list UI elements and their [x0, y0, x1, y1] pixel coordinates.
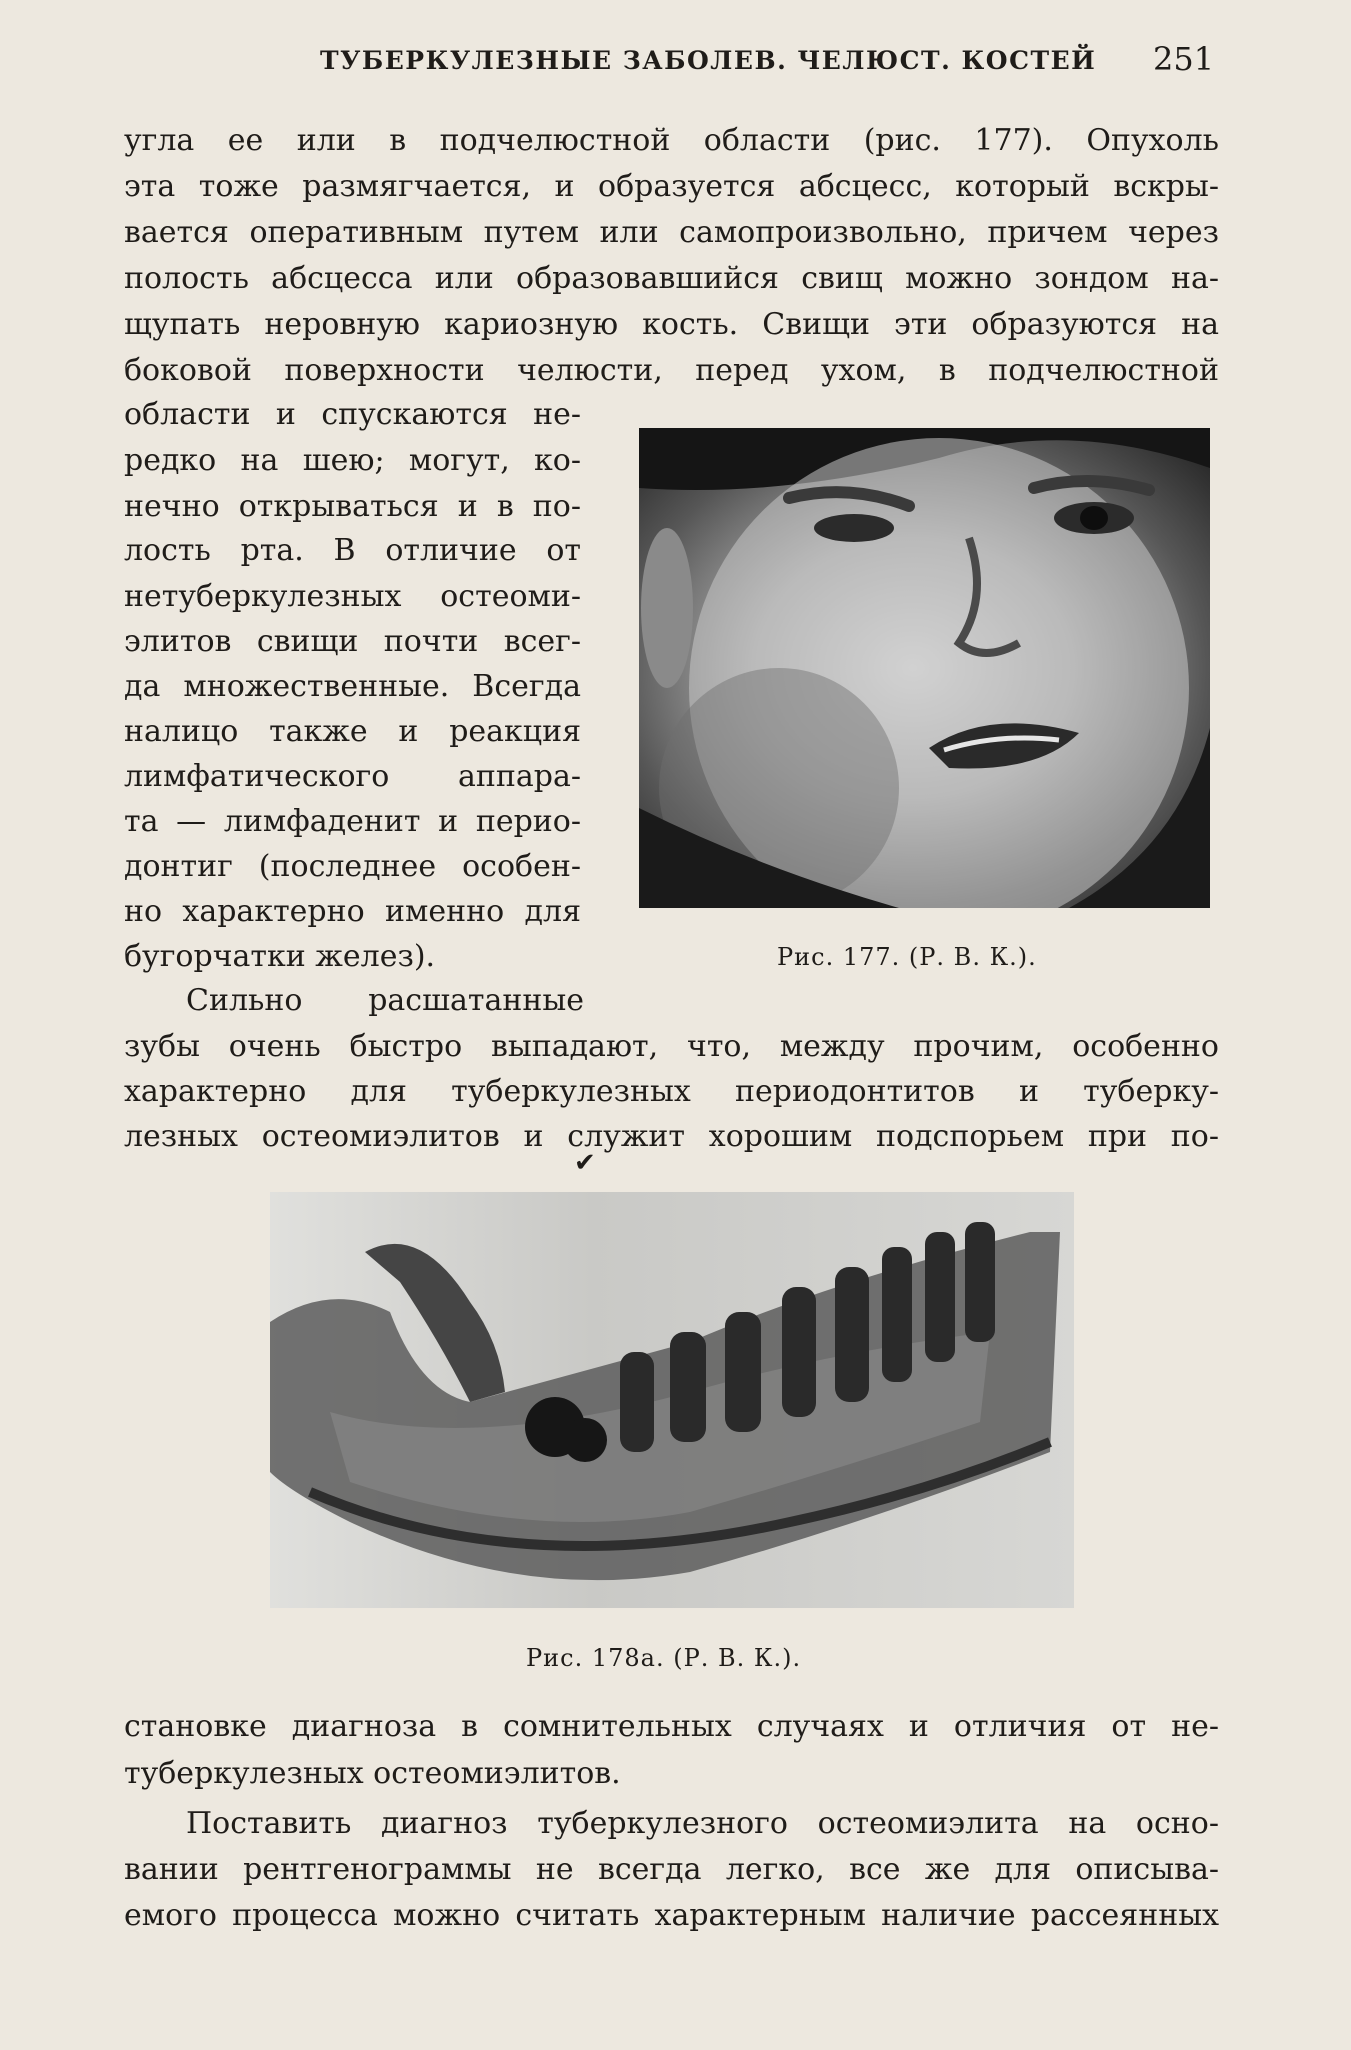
body-line: щупать неровную кариозную кость. Свищи эти образуются на [124, 307, 1219, 342]
body-line: нетуберкулезных остеоми- [124, 579, 581, 614]
figure-177-photo [639, 428, 1210, 908]
body-line: зубы очень быстро выпадают, что, между прочим, особенно [124, 1029, 1219, 1064]
body-line: боковой поверхности челюсти, перед ухом, в подчелюстной [124, 353, 1219, 388]
mandible-xray-illustration [270, 1192, 1074, 1608]
body-line: Поставить диагноз туберкулезного остеомиэлита на осно- [186, 1806, 1219, 1841]
face-photo-illustration [639, 428, 1210, 908]
body-line: вании рентгенограммы не всегда легко, все же для описыва- [124, 1852, 1219, 1887]
body-line: налицо также и реакция [124, 714, 581, 749]
running-header: ТУБЕРКУЛЕЗНЫЕ ЗАБОЛЕВ. ЧЕЛЮСТ. КОСТЕЙ [320, 46, 1097, 75]
body-line: нечно открываться и в по- [124, 489, 581, 524]
figure-178a-xray [270, 1192, 1074, 1608]
page-number: 251 [1153, 40, 1215, 78]
body-line: элитов свищи почти всег- [124, 624, 581, 659]
body-line: да множественные. Всегда [124, 669, 581, 704]
body-line: вается оперативным путем или самопроизвольно, причем через [124, 215, 1219, 250]
body-line: области и спускаются не- [124, 397, 581, 432]
ink-mark: ✔ [574, 1148, 596, 1178]
body-line: эта тоже размягчается, и образуется абсцесс, который вскры- [124, 169, 1219, 204]
body-line: становке диагноза в сомнительных случаях и отличия от не- [124, 1709, 1219, 1744]
body-line: туберкулезных остеомиэлитов. [124, 1756, 621, 1791]
body-line: бугорчатки желез). [124, 939, 436, 974]
body-line: та — лимфаденит и перио- [124, 804, 581, 839]
body-line: редко на шею; могут, ко- [124, 443, 581, 478]
figure-177-caption: Рис. 177. (Р. В. К.). [777, 943, 1037, 971]
body-line: лезных остеомиэлитов и служит хорошим подспорьем при по- [124, 1119, 1219, 1154]
figure-178a-caption: Рис. 178а. (Р. В. К.). [526, 1644, 802, 1672]
body-line: лость рта. В отличие от [124, 533, 581, 568]
body-line: донтиг (последнее особен- [124, 849, 581, 884]
body-line: полость абсцесса или образовавшийся свищ можно зондом на- [124, 261, 1219, 296]
body-line: угла ее или в подчелюстной области (рис. 177). Опухоль [124, 123, 1219, 158]
body-line: но характерно именно для [124, 894, 581, 929]
body-line: емого процесса можно считать характерным наличие рассеянных [124, 1898, 1219, 1933]
body-line: характерно для туберкулезных периодонтитов и туберку- [124, 1074, 1219, 1109]
body-line: лимфатического аппара- [124, 759, 581, 794]
body-line: Сильно расшатанные [186, 983, 584, 1018]
